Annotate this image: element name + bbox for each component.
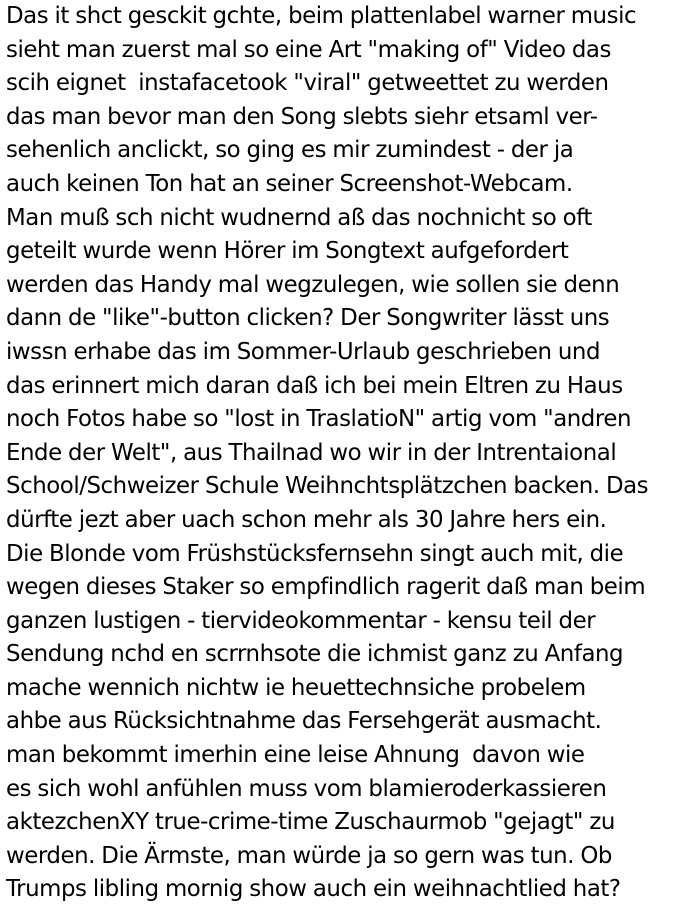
- text-line: Man muß sch nicht wudnernd aß das nochnicht so oft: [6, 204, 592, 231]
- text-line: es sich wohl anfühlen muss vom blamieroderkassieren: [6, 775, 607, 802]
- text-line: Das it shct gesckit gchte, beim plattenlabel warner music: [6, 3, 637, 29]
- text-line: man bekommt imerhin eine leise Ahnung davon wie: [6, 742, 585, 769]
- text-line: mache wennich nichtw ie heuettechnsiche probelem: [6, 674, 586, 701]
- text-line: auch keinen Ton hat an seiner Screenshot-Webcam.: [6, 170, 573, 197]
- text-line: ahbe aus Rücksichtnahme das Fersehgerät ausmacht.: [6, 708, 602, 735]
- text-line: dürfte jezt aber uach schon mehr als 30 Jahre hers ein.: [6, 506, 607, 533]
- text-line: werden das Handy mal wegzulegen, wie sollen sie denn: [6, 271, 620, 298]
- text-line: ganzen lustigen - tiervideokommentar - kensu teil der: [6, 607, 596, 634]
- text-line: werden. Die Ärmste, man würde ja so gern was tun. Ob: [6, 842, 612, 869]
- text-line: dann de "like"-button clicken? Der Songwriter lässt uns: [6, 305, 610, 332]
- text-line: School/Schweizer Schule Weihnchtsplätzchen backen. Das: [6, 473, 649, 500]
- text-line: Sendung nchd en scrrnhsote die ichmist ganz zu Anfang: [6, 641, 624, 668]
- text-line: das man bevor man den Song slebts siehr etsaml ver-: [6, 103, 598, 130]
- text-line: noch Fotos habe so "lost in TraslatioN" artig vom "andren: [6, 406, 631, 433]
- text-line: sieht man zuerst mal so eine Art "making of" Video das: [6, 36, 611, 63]
- text-line: Trumps libling mornig show auch ein weihnachtlied hat?: [6, 876, 621, 903]
- text-line: scih eignet instafacetook "viral" getweettet zu werden: [6, 70, 609, 97]
- text-line: Die Blonde vom Früshstücksfernsehn singt auch mit, die: [6, 540, 624, 567]
- text-line: wegen dieses Staker so empfindlich ragerit daß man beim: [6, 574, 646, 601]
- text-line: sehenlich anclickt, so ging es mir zumindest - der ja: [6, 137, 574, 164]
- text-line: aktezchenXY true-crime-time Zuschaurmob "gejagt" zu: [6, 809, 615, 836]
- document-body: [6, 0, 684, 907]
- text-line: geteilt wurde wenn Hörer im Songtext aufgefordert: [6, 238, 569, 265]
- text-line: Ende der Welt", aus Thailnad wo wir in der Intrentaional: [6, 439, 617, 466]
- text-line: das erinnert mich daran daß ich bei mein Eltren zu Haus: [6, 372, 623, 399]
- text-line: iwssn erhabe das im Sommer-Urlaub geschrieben und: [6, 338, 601, 365]
